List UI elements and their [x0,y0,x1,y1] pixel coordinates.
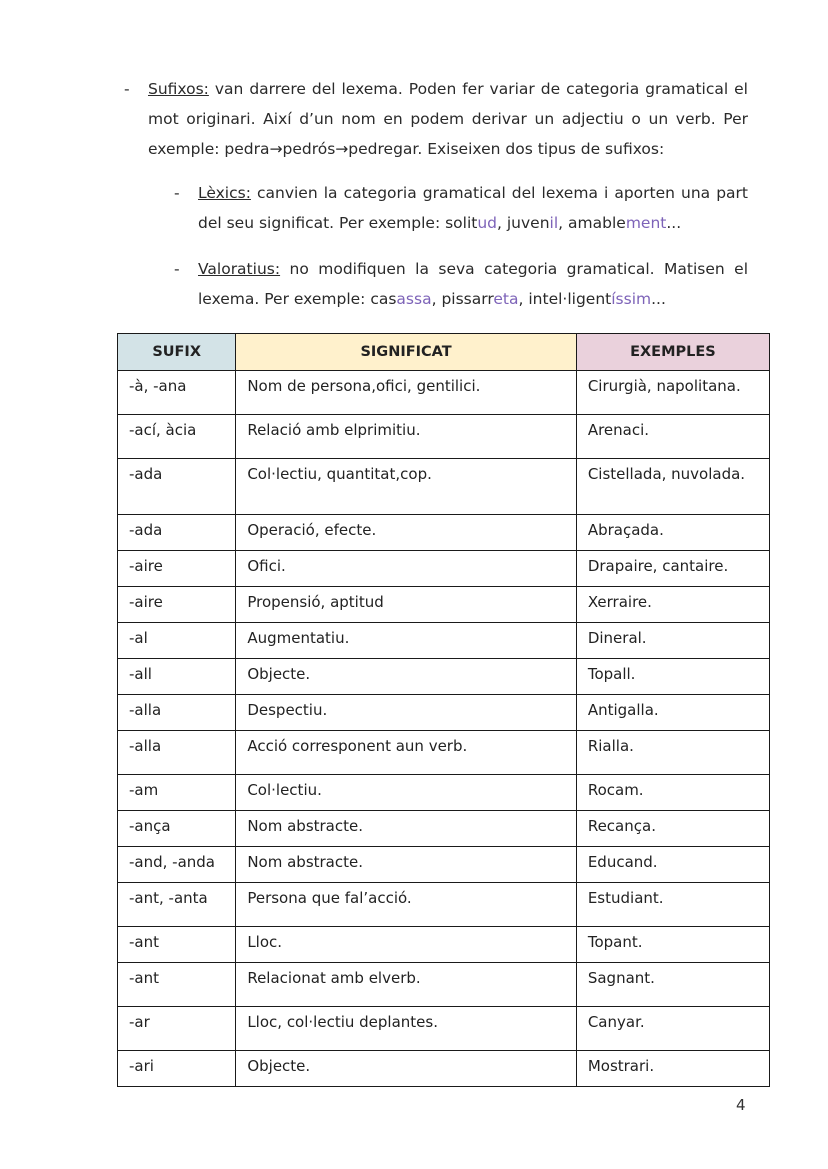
sufixos-label: Sufixos: [148,80,209,98]
cell-sufix: -à, -ana [118,371,236,415]
cell-sufix: -ant, -anta [118,883,236,927]
cell-significat: Despectiu. [236,695,577,731]
table-row [118,587,770,623]
table-row [118,963,770,1007]
example-base: juven [506,214,550,232]
cell-significat: Col·lectiu, quantitat,cop. [236,459,577,515]
cell-sufix: -al [118,623,236,659]
cell-sufix: -aire [118,551,236,587]
cell-exemples: Mostrari. [576,1051,769,1087]
table-row [118,459,770,515]
cell-significat: Relació amb elprimitiu. [236,415,577,459]
lexics-label: Lèxics: [198,184,251,202]
example-suffix: eta [493,290,519,308]
header-sufix: SUFIX [118,334,236,371]
example-suffix: íssim [611,290,652,308]
cell-significat: Persona que fal’acció. [236,883,577,927]
cell-significat: Objecte. [236,1051,577,1087]
table-row [118,1007,770,1051]
cell-significat: Nom de persona,ofici, gentilici. [236,371,577,415]
suffix-table [117,333,770,1087]
separator: , [497,214,507,232]
cell-sufix: -ací, àcia [118,415,236,459]
cell-exemples: Topant. [576,927,769,963]
cell-sufix: -am [118,775,236,811]
lexics-paragraph [198,178,748,238]
cell-exemples: Topall. [576,659,769,695]
cell-exemples: Dineral. [576,623,769,659]
bullet: - [124,80,130,98]
cell-significat: Augmentatiu. [236,623,577,659]
sufixos-text: van darrere del lexema. Poden fer variar de categoria gramatical el mot originari. Així d’un nom en podem derivar un adjectiu o un verb. Per exemple: pedra→pedrós→pedregar. Exiseixen dos tipus de sufixos: [148,80,748,158]
ellipsis: ... [651,290,666,308]
cell-exemples: Drapaire, cantaire. [576,551,769,587]
cell-significat: Relacionat amb elverb. [236,963,577,1007]
cell-sufix: -ant [118,963,236,1007]
example-base: intel·ligent [528,290,612,308]
cell-sufix: -ar [118,1007,236,1051]
cell-exemples: Xerraire. [576,587,769,623]
cell-significat: Acció corresponent aun verb. [236,731,577,775]
example-base: solit [445,214,478,232]
cell-significat: Propensió, aptitud [236,587,577,623]
cell-exemples: Antigalla. [576,695,769,731]
cell-sufix: -ada [118,515,236,551]
cell-exemples: Rocam. [576,775,769,811]
table-row [118,811,770,847]
cell-exemples: Canyar. [576,1007,769,1051]
example-suffix: il [549,214,559,232]
cell-significat: Nom abstracte. [236,847,577,883]
separator: , [518,290,529,308]
example-base: pissarr [441,290,494,308]
table-row [118,1051,770,1087]
cell-exemples: Arenaci. [576,415,769,459]
page-number: 4 [736,1096,746,1114]
ellipsis: ... [666,214,682,232]
cell-sufix: -ança [118,811,236,847]
valoratius-paragraph [198,254,748,314]
cell-significat: Col·lectiu. [236,775,577,811]
separator: , [431,290,442,308]
table-row [118,659,770,695]
header-significat: SIGNIFICAT [236,334,577,371]
example-suffix: ud [477,214,498,232]
cell-exemples: Recança. [576,811,769,847]
example-base: cas [370,290,397,308]
table-row [118,515,770,551]
cell-significat: Lloc. [236,927,577,963]
table-row [118,551,770,587]
header-exemples: EXEMPLES [576,334,769,371]
cell-sufix: -all [118,659,236,695]
bullet: - [174,184,180,202]
separator: , [558,214,569,232]
example-base: amable [568,214,626,232]
cell-exemples: Estudiant. [576,883,769,927]
cell-significat: Operació, efecte. [236,515,577,551]
table-row [118,927,770,963]
valoratius-label: Valoratius: [198,260,281,278]
bullet: - [174,260,180,278]
cell-sufix: -alla [118,731,236,775]
cell-sufix: -and, -anda [118,847,236,883]
example-suffix: assa [396,290,432,308]
cell-exemples: Cirurgià, napolitana. [576,371,769,415]
table-row [118,847,770,883]
cell-significat: Objecte. [236,659,577,695]
lexics-text: canvien la categoria gramatical del lexema i aporten una part del seu significat. Per exemple: [198,184,748,232]
cell-sufix: -ant [118,927,236,963]
cell-sufix: -aire [118,587,236,623]
cell-significat: Ofici. [236,551,577,587]
table-row [118,415,770,459]
cell-exemples: Educand. [576,847,769,883]
cell-sufix: -alla [118,695,236,731]
cell-significat: Lloc, col·lectiu deplantes. [236,1007,577,1051]
table-row [118,371,770,415]
cell-exemples: Cistellada, nuvolada. [576,459,769,515]
cell-sufix: -ada [118,459,236,515]
cell-exemples: Sagnant. [576,963,769,1007]
valoratius-text: no modifiquen la seva categoria gramatical. Matisen el lexema. Per exemple: [198,260,748,308]
example-suffix: ment [625,214,667,232]
cell-exemples: Abraçada. [576,515,769,551]
cell-sufix: -ari [118,1051,236,1087]
table-row [118,623,770,659]
cell-exemples: Rialla. [576,731,769,775]
table-row [118,883,770,927]
cell-significat: Nom abstracte. [236,811,577,847]
table-row [118,775,770,811]
table-row [118,695,770,731]
table-header-row [118,334,770,371]
table-row [118,731,770,775]
sufixos-paragraph [148,74,748,164]
